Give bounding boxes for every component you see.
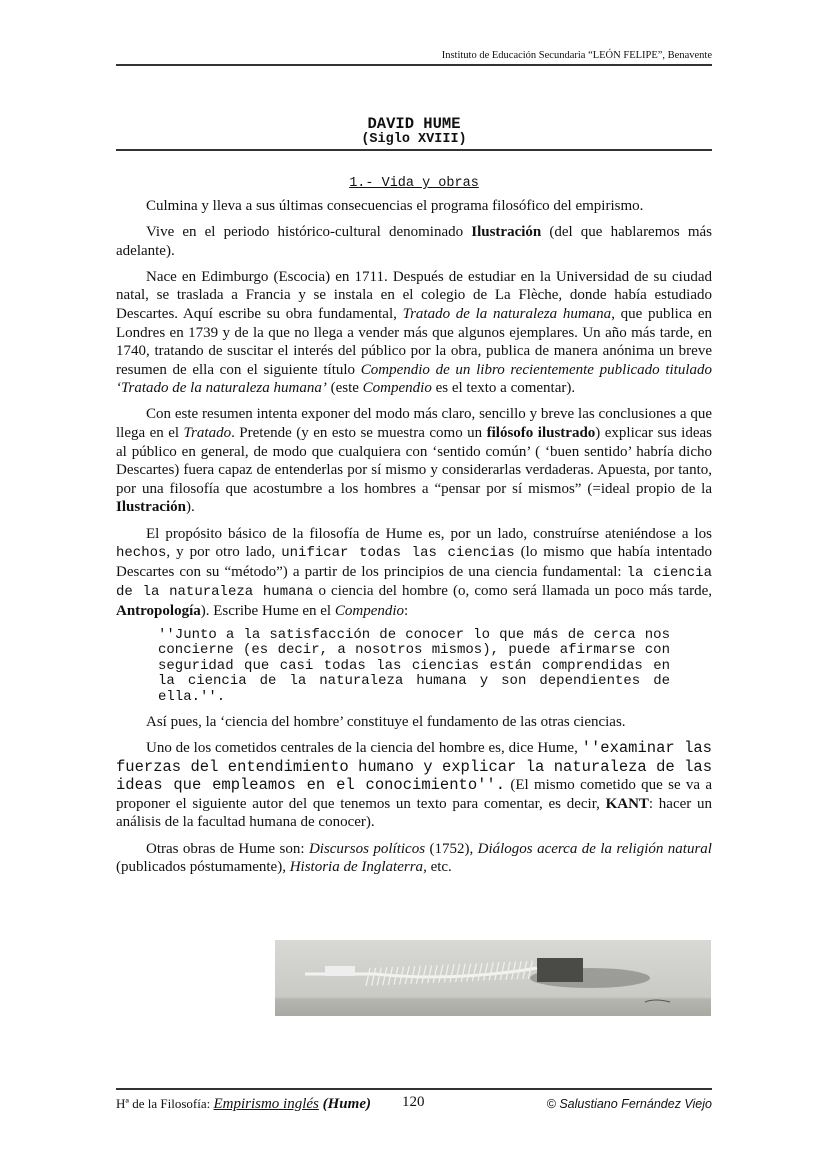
footer-rule	[116, 1088, 712, 1090]
italic-text: Tratado de la naturaleza humana	[402, 305, 612, 322]
italic-text: Tratado	[183, 425, 232, 442]
text: (publicados póstumamente),	[116, 859, 290, 876]
page-title	[116, 116, 712, 148]
text: ) explicar sus ideas al público en general, de modo que cualquiera con ‘sentido común’ ( ‘buen sentido’ habría dicho Descartes) fuera capaz de entenderlas por sí mismo y considerarlas verdaderas. Apuesta, por tanto, por una filosofía que acostumbre a los hombres a “pensar por sí mismos” (=ideal propio de la	[116, 425, 712, 497]
italic-text: Compendio	[334, 602, 405, 619]
text: Así pues, la ‘ciencia del hombre’ constituye el fundamento de las otras ciencias.	[146, 714, 626, 730]
running-header: Instituto de Educación Secundaria “LEÓN FELIPE”, Benavente	[441, 50, 712, 61]
text: (del que hablaremos más adelante).	[116, 224, 713, 259]
page-number: 120	[402, 1094, 425, 1110]
copyright: © Salustiano Fernández Viejo	[546, 1097, 712, 1111]
text: (1752),	[425, 840, 478, 857]
italic-text: Discursos políticos	[308, 840, 426, 857]
footer-author: (Hume)	[318, 1096, 371, 1112]
bold-text: filósofo ilustrado	[486, 425, 596, 442]
section-heading	[116, 176, 712, 191]
text: :	[404, 602, 409, 619]
document-body	[116, 197, 712, 884]
text: , etc.	[423, 859, 452, 876]
text: Uno de los cometidos centrales de la ciencia del hombre es, dice Hume,	[146, 740, 582, 757]
italic-text: Historia de Inglaterra	[289, 859, 424, 876]
text: Nace en Edimburgo (Escocia) en 1711. Después de estudiar en la Universidad de su ciudad natal, se traslada a Francia y se instala en el colegio de La Flèche, donde había estudiado Descartes. Aquí escribe su obra fundamental,	[116, 268, 712, 322]
text: es el texto a comentar).	[431, 380, 576, 397]
paragraph	[116, 268, 712, 398]
text: (El mismo cometido que se va a proponer el siguiente autor del que tenemos un texto para comentar, es decir,	[116, 777, 712, 812]
block-quote: ''Junto a la satisfacción de conocer lo que más de cerca nos concierne (es decir, a nosotros mismos), puede afirmarse con seguridad que casi todas las ciencias están comprendidas en la ciencia de la naturaleza humana y son dependientes de ella.''.	[158, 626, 670, 705]
footer-subject	[116, 1096, 371, 1113]
title-name: DAVID HUME	[367, 115, 461, 133]
text: Culmina y lleva a sus últimas consecuencias el programa filosófico del empirismo.	[146, 198, 644, 214]
footer-topic: Empirismo inglés	[213, 1096, 319, 1112]
text: , y por otro lado,	[166, 544, 282, 561]
italic-text: Compendio	[362, 380, 432, 397]
mono-text: unificar todas las ciencias	[281, 545, 515, 562]
paragraph	[116, 525, 712, 621]
bold-text: Antropología	[116, 602, 201, 619]
text: o ciencia del hombre (o, como será llamada un poco más tarde,	[313, 583, 713, 600]
section-heading-text: 1.- Vida y obras	[349, 176, 479, 191]
bold-text: Ilustración	[116, 499, 187, 516]
text: Vive en el periodo histórico-cultural denominado	[146, 224, 472, 241]
paragraph	[116, 713, 712, 732]
mono-text: ''examinar las fuerzas del entendimiento humano y explicar la naturaleza de las ideas que empleamos en el conocimiento''.	[116, 739, 712, 795]
header-rule	[116, 64, 712, 66]
text: El propósito básico de la filosofía de Hume es, por un lado, construírse ateniéndose a los	[146, 525, 712, 542]
paragraph	[116, 223, 712, 260]
title-century: (Siglo XVIII)	[361, 132, 467, 147]
bold-text: KANT	[605, 795, 649, 812]
italic-text: Compendio de un libro recientemente publicado titulado ‘Tratado de la naturaleza humana’	[116, 361, 712, 397]
title-rule	[116, 149, 712, 151]
footer-prefix: Hª de la Filosofía:	[116, 1096, 214, 1111]
mono-text: hechos	[116, 545, 167, 562]
text: ). Escribe Hume en el	[200, 602, 335, 619]
mono-text: la ciencia de la naturaleza humana	[116, 564, 712, 601]
text: . Pretende (y en esto se muestra como un	[231, 425, 487, 442]
bold-text: Ilustración	[471, 224, 542, 241]
italic-text: Diálogos acerca de la religión natural	[477, 840, 712, 857]
text: Con este resumen intenta exponer del modo más claro, sencillo y breve las conclusiones a que llega en el	[116, 406, 712, 442]
paragraph	[116, 197, 712, 216]
paragraph	[116, 739, 712, 832]
text: (este	[326, 380, 363, 397]
text: , que publica en Londres en 1739 y de la que no llega a vender más que algunos ejemplares. Un año más tarde, en 1740, tratando de suscitar el interés del público por la obra, publica de manera anónima un breve resumen de ella con el siguiente título	[116, 305, 712, 378]
text: : hacer un análisis de la facultad humana de conocer).	[116, 795, 712, 831]
text: Otras obras de Hume son:	[146, 840, 309, 857]
paragraph	[116, 840, 712, 877]
text: (lo mismo que había intentado Descartes con su “método”) a partir de los principios de una ciencia fundamental:	[116, 544, 712, 580]
text: ).	[186, 499, 195, 516]
skeleton-sculpture-image	[275, 938, 711, 1016]
paragraph	[116, 405, 712, 517]
